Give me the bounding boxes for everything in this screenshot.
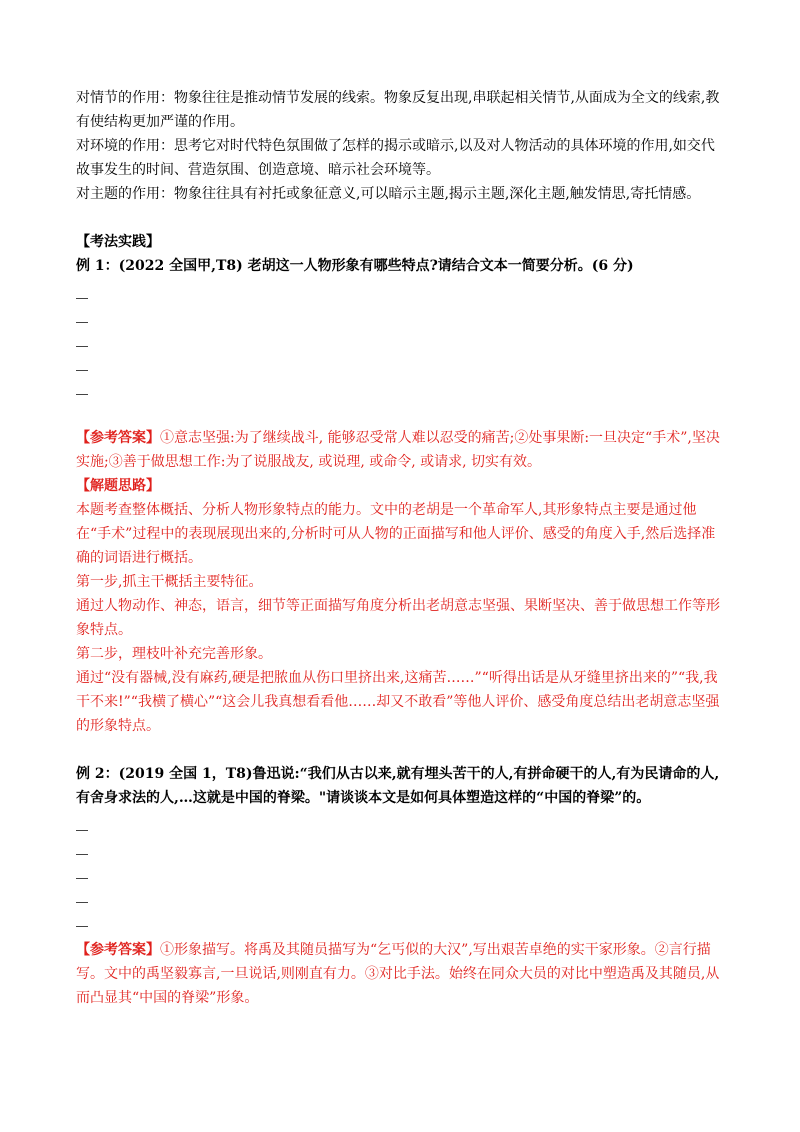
intro-theme-paragraph: 对主题的作用：物象往往具有衬托或象征意义,可以暗示主题,揭示主题,深化主题,触发情思,寄托情感。 [76,186,701,202]
intro-environment-paragraph: 对环境的作用：思考它对时代特色氛围做了怎样的揭示或暗示,以及对人物活动的具体环境的作用,如交代故事发生的时间、营造氛围、创造意境、暗示社会环境等。 [76,138,715,178]
answer-line[interactable] [76,914,726,938]
answer-line[interactable] [76,310,726,334]
example1-question: 例 1：(2022 全国甲,T8) 老胡这一人物形象有哪些特点?请结合文本一简要分析。(6 分) [76,258,634,274]
intro-plot-paragraph: 对情节的作用：物象往往是推动情节发展的线索。物象反复出现,串联起相关情节,从面成为全文的线索,教有使结构更加严谨的作用。 [76,90,720,130]
example2-answer-lines [76,818,726,938]
example1-thinking-paragraph: 通过人物动作、神态，语言，细节等正面描写角度分析出老胡意志坚强、果断坚决、善于做思想工作等形象特点。 [76,598,720,638]
example1-thinking-paragraph: 第二步，理枝叶补充完善形象。 [76,646,272,662]
answer-line[interactable] [76,866,726,890]
answer-line[interactable] [76,382,726,406]
example1-thinking-paragraph: 本题考查整体概括、分析人物形象特点的能力。文中的老胡是一个革命军人,其形象特点主要是通过他在“手术”过程中的表现展现出来的,分析时可从人物的正面描写和他人评价、感受的角度入手,然后选择准确的词语进行概括。 [76,502,716,566]
example1-answer-lines [76,286,726,406]
example1-thinking-paragraph: 通过“没有器械,没有麻药,硬是把脓血从伤口里挤出来,这痛苦……”“听得出话是从牙缝里挤出来的”“我,我干不来!”“我横了横心”“这会儿我真想看看他……却又不敢看”等他人评价、感受角度总结出老胡意志坚强的形象特点。 [76,670,720,734]
example1-answer-text: ①意志坚强:为了继续战斗, 能够忍受常人难以忍受的痛苦;②处事果断:一旦决定“手术”,坚决实施;③善于做思想工作:为了说服战友, 或说理, 或命令, 或请求, 切实有效。 [76,430,720,470]
example2-answer-text: ①形象描写。将禹及其随员描写为“乞丐似的大汉”,写出艰苦卓绝的实干家形象。②言行描写。文中的禹坚毅寡言,一旦说话,则刚直有力。③对比手法。始终在同众大员的对比中塑造禹及其随员,从而凸显其“中国的脊梁”形象。 [76,942,720,1006]
answer-line[interactable] [76,286,726,310]
example1-thinking-paragraph: 第一步,抓主干概括主要特征。 [76,574,263,590]
answer-line[interactable] [76,334,726,358]
answer-line[interactable] [76,818,726,842]
answer-line[interactable] [76,358,726,382]
document-page [76,86,726,1010]
example2-answer-label: 【参考答案】 [76,942,160,958]
example2-question: 例 2：(2019 全国 1，T8)鲁迅说:“我们从古以来,就有埋头苦干的人,有拼命硬干的人,有为民请命的人,有舍身求法的人,…这就是中国的脊梁。"请谈谈本文是如何具体塑造这样的“中国的脊梁”的。 [76,766,720,806]
section-heading: 【考法实践】 [76,234,160,250]
example1-answer [76,426,726,474]
example1-thinking-label: 【解题思路】 [76,478,160,494]
answer-line[interactable] [76,890,726,914]
answer-line[interactable] [76,842,726,866]
example2-answer [76,938,726,1010]
example1-answer-label: 【参考答案】 [76,430,160,446]
